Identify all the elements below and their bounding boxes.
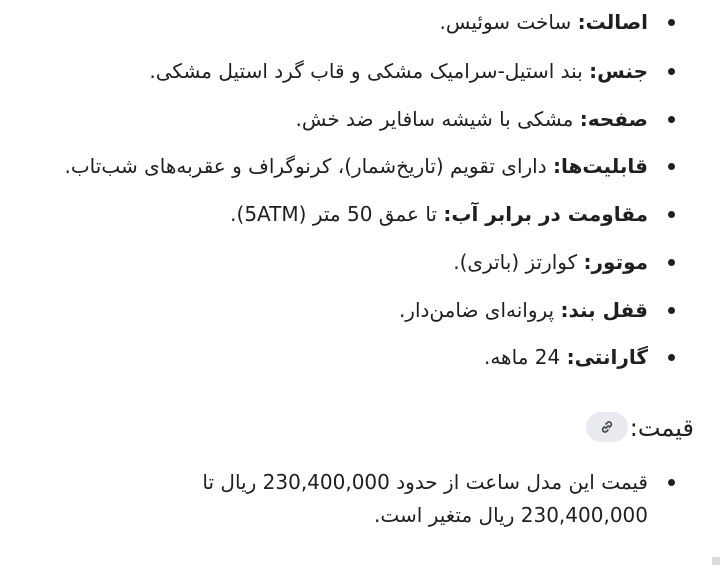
bullet — [668, 19, 675, 26]
source-link-chip[interactable] — [586, 412, 628, 442]
bullet — [668, 163, 675, 170]
spec-item-movement — [453, 242, 648, 282]
spec-key: موتور: — [583, 250, 648, 274]
spec-value: 24 ماهه. — [483, 345, 561, 369]
spec-key: گارانتی: — [566, 345, 648, 369]
spec-item-water-resistance — [230, 194, 648, 234]
spec-key: جنس: — [589, 59, 648, 83]
spec-value: تا عمق 50 متر (5ATM). — [230, 202, 437, 226]
bullet — [668, 259, 675, 266]
price-text: قیمت این مدل ساعت از حدود 230,400,000 ریال تا 230,400,000 ریال متغیر است. — [202, 470, 648, 527]
spec-item-clasp — [399, 290, 648, 330]
spec-item-features — [64, 146, 648, 186]
spec-key: قابلیت‌ها: — [553, 154, 648, 178]
spec-key: مقاومت در برابر آب: — [443, 202, 648, 226]
bullet — [668, 354, 675, 361]
spec-item-dial — [295, 99, 648, 139]
spec-value: پروانه‌ای ضامن‌دار. — [398, 298, 555, 322]
spec-value: بند استیل-سرامیک مشکی و قاب گرد استیل مشکی. — [149, 59, 583, 83]
link-icon — [599, 419, 615, 435]
spec-key: قفل بند: — [560, 298, 648, 322]
spec-key: صفحه: — [579, 107, 648, 131]
corner-mark — [712, 557, 720, 565]
bullet — [668, 307, 675, 314]
spec-value: ساخت سوئیس. — [439, 10, 572, 34]
spec-item-warranty — [484, 337, 648, 377]
bullet — [668, 68, 675, 75]
spec-value: کوارتز (باتری). — [453, 250, 578, 274]
spec-item-material — [149, 51, 648, 91]
spec-key: اصالت: — [577, 10, 648, 34]
price-heading: قیمت: — [629, 414, 694, 442]
spec-item-origin — [440, 2, 649, 42]
bullet — [668, 479, 675, 486]
spec-value: مشکی با شیشه سافایر ضد خش. — [295, 107, 574, 131]
bullet — [668, 116, 675, 123]
spec-value: دارای تقویم (تاریخ‌شمار)، کرنوگراف و عقربه‌های شب‌تاب. — [64, 154, 547, 178]
price-item — [148, 466, 648, 532]
bullet — [668, 211, 675, 218]
